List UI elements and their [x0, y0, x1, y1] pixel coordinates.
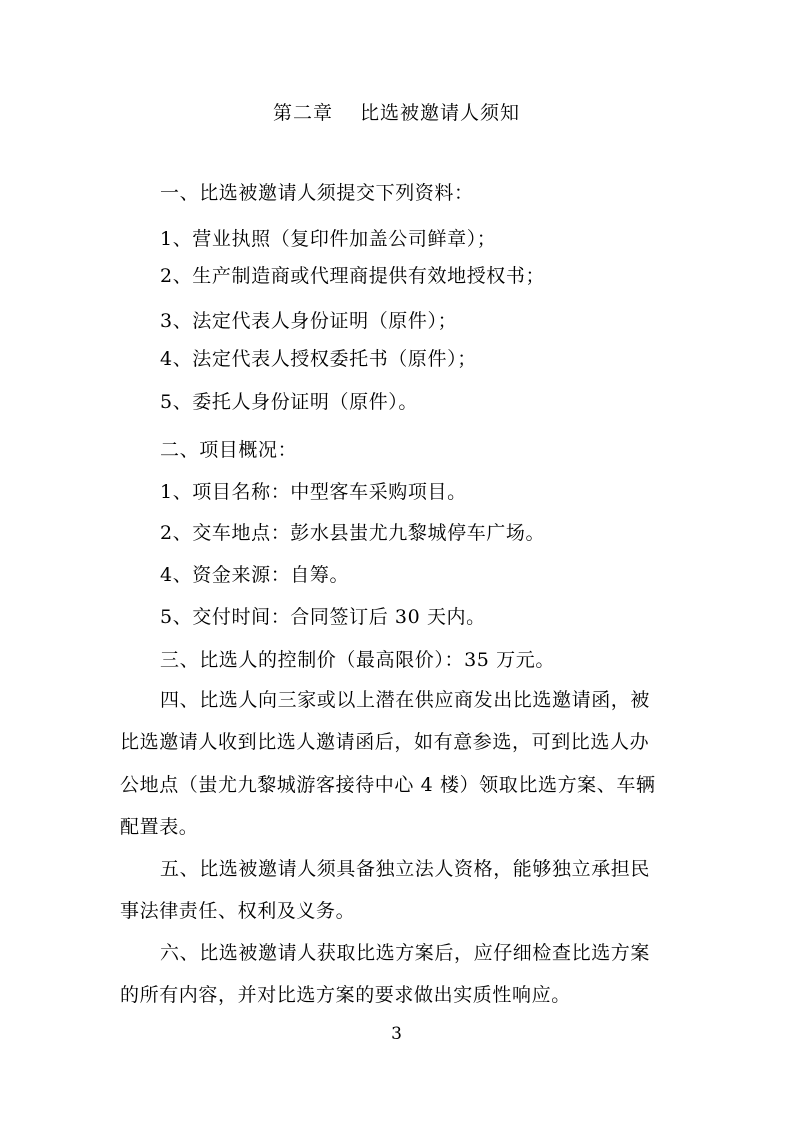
section-1-item: 3、法定代表人身份证明（原件）；	[160, 310, 458, 332]
section-4-line: 比选邀请人收到比选人邀请函后，如有意参选，可到比选人办	[120, 731, 650, 753]
section-2-item: 5、交付时间：合同签订后 30 天内。	[160, 606, 486, 628]
section-1-item: 2、生产制造商或代理商提供有效地授权书；	[160, 265, 546, 287]
section-2-item: 4、资金来源：自筹。	[160, 564, 350, 586]
section-1-item: 1、营业执照（复印件加盖公司鲜章）；	[160, 228, 497, 250]
chapter-title: 第二章 比选被邀请人须知	[272, 102, 521, 124]
section-4-line: 四、比选人向三家或以上潜在供应商发出比选邀请函，被	[160, 689, 651, 711]
section-6-line: 六、比选被邀请人获取比选方案后，应仔细检查比选方案	[160, 942, 651, 964]
section-2-heading: 二、项目概况：	[160, 439, 298, 461]
section-1-item: 4、法定代表人授权委托书（原件）；	[160, 348, 477, 370]
section-2-item: 1、项目名称：中型客车采购项目。	[160, 481, 467, 503]
section-5-line: 五、比选被邀请人须具备独立法人资格，能够独立承担民	[160, 858, 651, 880]
section-4-line: 公地点（蚩尤九黎城游客接待中心 4 楼）领取比选方案、车辆	[120, 774, 656, 796]
section-5-line: 事法律责任、权利及义务。	[120, 900, 356, 922]
section-1-heading: 一、比选被邀请人须提交下列资料：	[160, 182, 474, 204]
section-4-line: 配置表。	[120, 816, 199, 838]
page-number: 3	[391, 1024, 402, 1044]
section-3-text: 三、比选人的控制价（最高限价）：35 万元。	[160, 649, 555, 671]
section-1-item: 5、委托人身份证明（原件）。	[160, 391, 418, 413]
section-2-item: 2、交车地点：彭水县蚩尤九黎城停车广场。	[160, 522, 546, 544]
section-6-line: 的所有内容，并对比选方案的要求做出实质性响应。	[120, 984, 571, 1006]
